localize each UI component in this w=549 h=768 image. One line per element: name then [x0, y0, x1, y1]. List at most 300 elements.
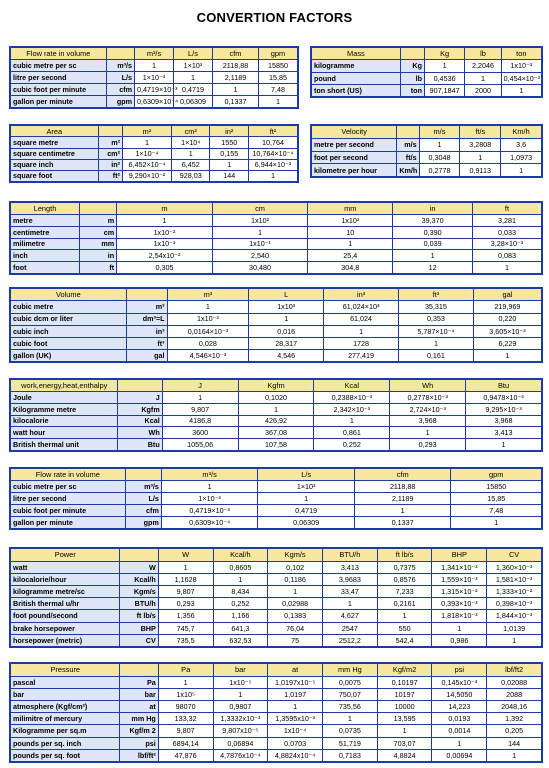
column-header: m/s	[419, 126, 460, 139]
factor-cell: 1	[451, 517, 542, 529]
factor-cell: 277,419	[324, 349, 399, 361]
factor-cell: 1x10⁻⁵	[213, 676, 268, 688]
table-row	[11, 700, 542, 712]
factor-cell: 1	[323, 598, 378, 610]
unit-symbol: gal	[126, 349, 167, 361]
factor-cell: 2088	[487, 688, 542, 700]
factor-cell: 3,413	[466, 427, 542, 439]
unit-name: litre per second	[11, 493, 126, 505]
unit-name: foot	[11, 262, 80, 274]
table-row	[11, 481, 542, 493]
factor-cell: 1	[167, 301, 249, 313]
factor-cell: 3,9683	[323, 573, 378, 585]
factor-cell: 1	[487, 634, 542, 646]
table-row	[312, 72, 542, 84]
unit-symbol: Kcal/h	[120, 573, 158, 585]
table-row	[312, 164, 542, 177]
factor-cell: 4186,8	[162, 415, 238, 427]
factor-cell: 7,233	[377, 585, 432, 597]
unit-name: metre	[11, 215, 80, 227]
factor-cell: 542,4	[377, 634, 432, 646]
unit-name: gallon per minute	[11, 96, 107, 108]
factor-cell: 0,293	[390, 439, 466, 451]
factor-cell: 3,413	[323, 561, 378, 573]
factor-cell: 6894,14	[158, 737, 213, 749]
factor-cell: 0,00694	[432, 749, 487, 761]
column-header: ft lb/s	[377, 549, 432, 562]
column-header: m	[117, 203, 213, 215]
unit-symbol: at	[120, 700, 158, 712]
table-row	[312, 138, 542, 151]
column-header: L	[249, 289, 324, 301]
column-header: bar	[213, 664, 268, 677]
factor-cell: 0,3048	[419, 151, 460, 164]
table-row	[11, 325, 542, 337]
factor-cell: 1	[161, 481, 258, 493]
unit-symbol: BHP	[120, 622, 158, 634]
factor-cell: 304,8	[308, 262, 393, 274]
column-header	[98, 126, 122, 137]
unit-name: cubic metre per sc	[11, 60, 107, 72]
factor-cell: 3,968	[390, 415, 466, 427]
factor-cell: 1,559×10⁻³	[432, 573, 487, 585]
table-row	[11, 148, 298, 159]
factor-cell: 10197	[377, 688, 432, 700]
factor-cell: 10000	[377, 700, 432, 712]
unit-symbol: m/s	[397, 138, 419, 151]
factor-cell: 2,1189	[354, 493, 451, 505]
table-title: Volume	[11, 289, 127, 301]
unit-name: square centimetre	[11, 148, 99, 159]
table-title: Area	[11, 126, 99, 137]
table-row	[11, 737, 542, 749]
factor-cell: 6,452	[171, 159, 209, 170]
unit-symbol: mm Hg	[120, 713, 158, 725]
unit-name: pound	[312, 72, 401, 84]
table-title: Flow rate in volume	[11, 48, 107, 60]
table-row	[11, 493, 542, 505]
factor-cell: 0,6309×10⁻⁴	[135, 96, 174, 108]
table-header-row	[11, 289, 542, 301]
factor-cell: 1×10³	[173, 60, 212, 72]
factor-cell: 1	[210, 159, 248, 170]
table-row	[11, 598, 542, 610]
table-row	[11, 238, 542, 250]
unit-name: ton short (US)	[312, 84, 401, 96]
table-title: Flow rate in volume	[11, 469, 126, 481]
factor-cell: 13,595	[377, 713, 432, 725]
column-header	[106, 48, 134, 60]
unit-symbol: in³	[126, 325, 167, 337]
unit-symbol: CV	[120, 634, 158, 646]
factor-cell: 76,04	[268, 622, 323, 634]
unit-symbol: dm³=L	[126, 313, 167, 325]
table-row	[11, 392, 542, 404]
table-row	[312, 84, 542, 96]
column-header: ft³	[399, 289, 474, 301]
table-row	[11, 573, 542, 585]
factor-cell: 1×10⁻³	[135, 72, 174, 84]
unit-name: kilometre per hour	[312, 164, 397, 177]
column-header: Kgf/m2	[377, 664, 432, 677]
factor-cell: 0,083	[472, 250, 541, 262]
unit-name: horsepower (metric)	[11, 634, 120, 646]
unit-name: metre per second	[312, 138, 397, 151]
unit-name: milimetre	[11, 238, 80, 250]
factor-cell: 1	[212, 84, 258, 96]
factor-cell: 1	[393, 250, 473, 262]
unit-symbol: Wh	[118, 427, 162, 439]
unit-symbol: ft	[80, 262, 117, 274]
factor-cell: 0,2161	[377, 598, 432, 610]
column-header: Kg	[424, 48, 464, 60]
factor-cell: 51,719	[323, 737, 378, 749]
page-title: CONVERTION FACTORS	[196, 10, 353, 25]
factor-cell: 1x10⁻⁴	[268, 725, 323, 737]
factor-cell: 1,0139	[487, 622, 542, 634]
table-row	[11, 159, 298, 170]
factor-cell: 0,393×10⁻³	[432, 598, 487, 610]
unit-symbol: ft/s	[397, 151, 419, 164]
factor-cell: 2,342×10⁻³	[314, 403, 390, 415]
column-header: cm	[212, 203, 308, 215]
table-row	[11, 96, 298, 108]
factor-cell: 735,56	[323, 700, 378, 712]
table-flow-rate-large	[9, 467, 543, 530]
table-header-row	[11, 380, 542, 392]
unit-symbol: in	[80, 250, 117, 262]
factor-cell: 1×10⁴	[171, 137, 209, 148]
unit-symbol: gpm	[106, 96, 134, 108]
table-title: Mass	[312, 48, 401, 60]
unit-name: brake horsepower	[11, 622, 120, 634]
factor-cell: 1x10²	[212, 215, 308, 227]
factor-cell: 15,85	[259, 72, 298, 84]
factor-cell: 4,8824	[377, 749, 432, 761]
unit-name: foot per second	[312, 151, 397, 164]
table-header-row	[11, 126, 298, 137]
factor-cell: 10,764×10⁻⁴	[248, 148, 297, 159]
table-row	[11, 610, 542, 622]
factor-cell: 3,968	[466, 415, 542, 427]
factor-cell: 0,2778	[419, 164, 460, 177]
column-header: m³	[167, 289, 249, 301]
factor-cell: 1	[323, 713, 378, 725]
factor-cell: 1	[390, 427, 466, 439]
factor-cell: 426,92	[238, 415, 314, 427]
factor-cell: 0,9807	[213, 700, 268, 712]
factor-cell: 3,6	[501, 138, 542, 151]
factor-cell: 1	[268, 585, 323, 597]
column-header: BTU/h	[323, 549, 378, 562]
factor-cell: 33,47	[323, 585, 378, 597]
factor-cell: 9,807	[158, 725, 213, 737]
factor-cell: 1,166	[213, 610, 268, 622]
factor-cell: 0,2388×10⁻³	[314, 392, 390, 404]
factor-cell: 1,3332x10⁻³	[213, 713, 268, 725]
factor-cell: 144	[210, 170, 248, 181]
conversion-table	[10, 663, 542, 762]
factor-cell: 0,1383	[268, 610, 323, 622]
factor-cell: 0,02988	[268, 598, 323, 610]
column-header: gpm	[259, 48, 298, 60]
factor-cell: 9,807x10⁻⁵	[213, 725, 268, 737]
factor-cell: 1	[117, 215, 213, 227]
column-header: mm	[308, 203, 393, 215]
factor-cell: 0,1186	[268, 573, 323, 585]
column-header: Kgm/s	[268, 549, 323, 562]
unit-name: gallon per minute	[11, 517, 126, 529]
factor-cell: 7,48	[259, 84, 298, 96]
factor-cell: 1,581×10⁻³	[487, 573, 542, 585]
factor-cell: 9,290×10⁻²	[122, 170, 171, 181]
column-header	[125, 469, 161, 481]
table-energy	[9, 378, 543, 452]
factor-cell: 0,220	[473, 313, 541, 325]
factor-cell: 750,07	[323, 688, 378, 700]
factor-cell: 1	[466, 439, 542, 451]
factor-cell: 1	[432, 737, 487, 749]
column-header: Kcal	[314, 380, 390, 392]
table-row	[11, 262, 542, 274]
unit-name: Kilogramme metre	[11, 403, 118, 415]
unit-name: Kilogramme per sq.m	[11, 725, 120, 737]
table-header-row	[312, 126, 542, 139]
column-header: mm Hg	[323, 664, 378, 677]
conversion-table	[311, 47, 542, 97]
factor-cell: 0,0014	[432, 725, 487, 737]
column-header: ft	[472, 203, 541, 215]
factor-cell: 2118,88	[354, 481, 451, 493]
factor-cell: 2,540	[212, 250, 308, 262]
unit-symbol: Btu	[118, 439, 162, 451]
factor-cell: 1	[173, 72, 212, 84]
factor-cell: 0,06894	[213, 737, 268, 749]
table-title: Length	[11, 203, 80, 215]
column-header: Kgfm	[238, 380, 314, 392]
factor-cell: 0,252	[314, 439, 390, 451]
factor-cell: 907,1847	[424, 84, 464, 96]
unit-symbol: Pa	[120, 676, 158, 688]
factor-cell: 0,1337	[354, 517, 451, 529]
factor-cell: 1×10⁻³	[161, 493, 258, 505]
factor-cell: 1,0197x10⁻⁵	[268, 676, 323, 688]
factor-cell: 0,293	[158, 598, 213, 610]
unit-name: square inch	[11, 159, 99, 170]
unit-name: bar	[11, 688, 120, 700]
factor-cell: 2512,2	[323, 634, 378, 646]
factor-cell: 15850	[259, 60, 298, 72]
factor-cell: 3,28×10⁻³	[472, 238, 541, 250]
factor-cell: 1x10⁻¹	[212, 238, 308, 250]
factor-cell: 4,546	[249, 349, 324, 361]
factor-cell: 0,4719	[258, 505, 355, 517]
column-header	[118, 380, 162, 392]
factor-cell: 1	[213, 688, 268, 700]
factor-cell: 1	[354, 505, 451, 517]
table-row	[11, 349, 542, 361]
unit-name: cubic dcm or liter	[11, 313, 127, 325]
table-row	[11, 676, 542, 688]
factor-cell: 0,0075	[323, 676, 378, 688]
factor-cell: 1550	[210, 137, 248, 148]
table-row	[11, 634, 542, 646]
unit-name: British thermal unit	[11, 439, 118, 451]
factor-cell: 1×10⁻⁴	[122, 148, 171, 159]
unit-symbol: ton	[400, 84, 424, 96]
table-row	[11, 688, 542, 700]
unit-symbol: cm²	[98, 148, 122, 159]
factor-cell: 3,281	[472, 215, 541, 227]
unit-symbol: cfm	[106, 84, 134, 96]
factor-cell: 0,861	[314, 427, 390, 439]
column-header	[400, 48, 424, 60]
factor-cell: 30,480	[212, 262, 308, 274]
conversion-table	[10, 47, 298, 108]
table-row	[11, 427, 542, 439]
factor-cell: 0,305	[117, 262, 213, 274]
factor-cell: 0,9113	[460, 164, 501, 177]
factor-cell: 15,85	[451, 493, 542, 505]
table-title: Velocity	[312, 126, 397, 139]
factor-cell: 39,370	[393, 215, 473, 227]
unit-symbol: L/s	[106, 72, 134, 84]
factor-cell: 1x10⁻²	[117, 226, 213, 238]
factor-cell: 6,229	[473, 337, 541, 349]
column-header: cm²	[171, 126, 209, 137]
factor-cell: 107,58	[238, 439, 314, 451]
unit-name: square foot	[11, 170, 99, 181]
factor-cell: 1	[460, 151, 501, 164]
factor-cell: 4,7876x10⁻⁴	[213, 749, 268, 761]
unit-symbol: lbf/ft²	[120, 749, 158, 761]
factor-cell: 1	[258, 493, 355, 505]
factor-cell: 1,3595x10⁻³	[268, 713, 323, 725]
factor-cell: 14,5050	[432, 688, 487, 700]
unit-symbol: Kgfm	[118, 403, 162, 415]
column-header: lb	[465, 48, 501, 60]
column-header: in³	[324, 289, 399, 301]
conversion-table	[10, 202, 542, 274]
factor-cell: 144	[487, 737, 542, 749]
table-flow-rate-small	[9, 46, 299, 109]
factor-cell: 0,02088	[487, 676, 542, 688]
column-header: gpm	[451, 469, 542, 481]
factor-cell: 1,818×10⁻³	[432, 610, 487, 622]
factor-cell: 1	[308, 238, 393, 250]
column-header: Btu	[466, 380, 542, 392]
unit-name: cubic inch	[11, 325, 127, 337]
table-title: Power	[11, 549, 120, 562]
unit-symbol: W	[120, 561, 158, 573]
factor-cell: 1×10³	[258, 481, 355, 493]
factor-cell: 0,2778×10⁻³	[390, 392, 466, 404]
factor-cell: 1x10³	[308, 215, 393, 227]
factor-cell: 2547	[323, 622, 378, 634]
factor-cell: 6,944×10⁻³	[248, 159, 297, 170]
factor-cell: 6,452×10⁻⁴	[122, 159, 171, 170]
factor-cell: 0,398×10⁻³	[487, 598, 542, 610]
factor-cell: 3,2808	[460, 138, 501, 151]
unit-symbol: bar	[120, 688, 158, 700]
table-row	[11, 137, 298, 148]
column-header: BHP	[432, 549, 487, 562]
table-pressure	[9, 662, 543, 763]
table-row	[11, 749, 542, 761]
unit-symbol: Kgf/m 2	[120, 725, 158, 737]
factor-cell: 1	[314, 415, 390, 427]
factor-cell: 1	[162, 392, 238, 404]
unit-symbol: m³/s	[125, 481, 161, 493]
factor-cell: 9,807	[158, 585, 213, 597]
factor-cell: 4,546×10⁻³	[167, 349, 249, 361]
unit-name: atmosphere (Kgf/cm²)	[11, 700, 120, 712]
column-header: W	[158, 549, 213, 562]
table-row	[11, 60, 298, 72]
column-header: L/s	[258, 469, 355, 481]
unit-symbol: J	[118, 392, 162, 404]
factor-cell: 0,161	[399, 349, 474, 361]
unit-name: watt	[11, 561, 120, 573]
factor-cell: 0,4719	[173, 84, 212, 96]
factor-cell: 0,039	[393, 238, 473, 250]
factor-cell: 5,787×10⁻⁴	[399, 325, 474, 337]
factor-cell: 1,0973	[501, 151, 542, 164]
unit-name: watt hour	[11, 427, 118, 439]
factor-cell: 1x10⁻³	[167, 313, 249, 325]
factor-cell: 3,605×10⁻³	[473, 325, 541, 337]
factor-cell: 632,53	[213, 634, 268, 646]
factor-cell: 1	[419, 138, 460, 151]
unit-symbol: Kg	[400, 60, 424, 72]
unit-symbol: Kcal	[118, 415, 162, 427]
factor-cell: 0,0164×10⁻³	[167, 325, 249, 337]
table-row	[11, 250, 542, 262]
unit-symbol: BTU/h	[120, 598, 158, 610]
column-header	[126, 289, 167, 301]
column-header: m³/s	[135, 48, 174, 60]
factor-cell: 1	[501, 84, 541, 96]
factor-cell: 1	[465, 72, 501, 84]
factor-cell: 1	[424, 60, 464, 72]
column-header: m²	[122, 126, 171, 137]
column-header: Wh	[390, 380, 466, 392]
factor-cell: 0,1337	[212, 96, 258, 108]
factor-cell: 1	[324, 325, 399, 337]
factor-cell: 1728	[324, 337, 399, 349]
factor-cell: 1,315×10⁻²	[432, 585, 487, 597]
factor-cell: 14,223	[432, 700, 487, 712]
factor-cell: 0,0703	[268, 737, 323, 749]
table-row	[11, 561, 542, 573]
factor-cell: 1055,06	[162, 439, 238, 451]
factor-cell: 1	[259, 96, 298, 108]
factor-cell: 133,32	[158, 713, 213, 725]
column-header: in²	[210, 126, 248, 137]
column-header: ft/s	[460, 126, 501, 139]
unit-name: pounds per sq. inch	[11, 737, 120, 749]
column-header: L/s	[173, 48, 212, 60]
table-title: Pressure	[11, 664, 120, 677]
column-header: psi	[432, 664, 487, 677]
table-length	[9, 201, 543, 275]
unit-name: cubic foot	[11, 337, 127, 349]
factor-cell: 1	[238, 403, 314, 415]
table-row	[11, 415, 542, 427]
factor-cell: 15850	[451, 481, 542, 493]
factor-cell: 1,360×10⁻³	[487, 561, 542, 573]
unit-name: square metre	[11, 137, 99, 148]
